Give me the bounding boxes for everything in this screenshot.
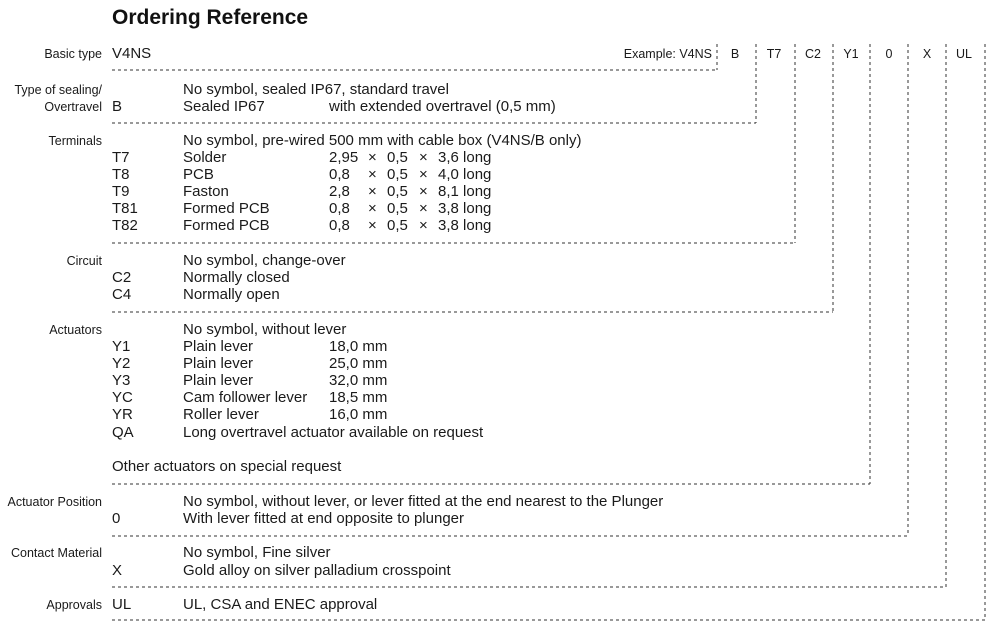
terminal-dim-c: 3,6 long [438,149,492,166]
label-sealing: Type of sealing/ [14,83,102,97]
actuator-note: Other actuators on special request [112,458,342,475]
terminal-dim-c: 3,8 long [438,200,492,217]
example-code-approval: UL [956,47,972,61]
circuit-name: Normally open [183,286,280,303]
example-code-position: 0 [885,47,893,61]
circuit-name: Normally closed [183,269,290,286]
actuator-name: Roller lever [183,406,259,423]
material-default: No symbol, Fine silver [183,544,331,561]
times-sign: × [368,217,377,234]
example-code-material: X [922,47,932,61]
times-sign: × [419,183,428,200]
terminal-code: T82 [112,217,138,234]
terminal-default: No symbol, pre-wired 500 mm with cable box (V4NS/B only) [183,132,582,149]
example-code-circuit: C2 [805,47,821,61]
actuator-name: Long overtravel actuator available on request [183,424,484,441]
times-sign: × [368,183,377,200]
terminal-dim-c: 4,0 long [438,166,492,183]
example-label: Example: V4NS [623,47,712,61]
material-name: Gold alloy on silver palladium crosspoint [183,562,451,579]
material-code: X [112,562,123,579]
label-approvals: Approvals [46,598,102,612]
actuator-code: QA [112,424,134,441]
terminal-dim-c: 3,8 long [438,217,492,234]
approval-name: UL, CSA and ENEC approval [183,596,378,613]
actuator-code: YR [112,406,133,423]
terminal-dim-b: 0,5 [387,217,408,234]
actuator-detail: 18,0 mm [329,338,388,355]
actuator-code: Y2 [112,355,131,372]
example-code-actuator: Y1 [843,47,859,61]
example-code-terminal: T7 [766,47,782,61]
terminal-dim-b: 0,5 [387,183,408,200]
times-sign: × [419,149,428,166]
actuator-name: Plain lever [183,372,254,389]
position-default: No symbol, without lever, or lever fitted at the end nearest to the Plunger [183,493,664,510]
actuator-detail: 16,0 mm [329,406,388,423]
terminal-dim-a: 0,8 [329,200,350,217]
terminal-dim-a: 0,8 [329,166,350,183]
terminal-name: Formed PCB [183,200,270,217]
page-title: Ordering Reference [112,6,309,29]
terminal-dim-c: 8,1 long [438,183,492,200]
sealing-default: No symbol, sealed IP67, standard travel [183,81,449,98]
times-sign: × [419,200,428,217]
actuator-default: No symbol, without lever [183,321,347,338]
terminal-code: T9 [112,183,130,200]
times-sign: × [419,217,428,234]
terminal-name: Faston [183,183,229,200]
terminal-code: T8 [112,166,130,183]
times-sign: × [419,166,428,183]
sealing-detail-b: with extended overtravel (0,5 mm) [329,98,556,115]
actuator-name: Plain lever [183,355,254,372]
actuator-code: Y1 [112,338,131,355]
approval-code: UL [112,596,132,613]
actuator-name: Plain lever [183,338,254,355]
label-terminals: Terminals [48,134,102,148]
terminal-code: T81 [112,200,138,217]
actuator-detail: 32,0 mm [329,372,388,389]
terminal-code: T7 [112,149,130,166]
actuator-name: Cam follower lever [183,389,308,406]
position-code: 0 [112,510,121,527]
times-sign: × [368,200,377,217]
times-sign: × [368,149,377,166]
circuit-code: C4 [112,286,132,303]
label-actuator-position: Actuator Position [7,495,102,509]
circuit-code: C2 [112,269,132,286]
terminal-dim-a: 2,8 [329,183,350,200]
position-name: With lever fitted at end opposite to plunger [183,510,465,527]
label-contact-material: Contact Material [10,546,102,560]
basic-type-value: V4NS [112,45,152,62]
actuator-code: Y3 [112,372,131,389]
label-overtravel: Overtravel [44,100,102,114]
actuator-detail: 18,5 mm [329,389,388,406]
actuator-code: YC [112,389,133,406]
terminal-name: Solder [183,149,227,166]
times-sign: × [368,166,377,183]
terminal-dim-b: 0,5 [387,149,408,166]
sealing-code-b: B [112,98,123,115]
label-circuit: Circuit [66,254,102,268]
circuit-default: No symbol, change-over [183,252,346,269]
terminal-dim-b: 0,5 [387,166,408,183]
terminal-dim-a: 0,8 [329,217,350,234]
terminal-dim-a: 2,95 [329,149,359,166]
terminal-name: Formed PCB [183,217,270,234]
terminal-dim-b: 0,5 [387,200,408,217]
actuator-detail: 25,0 mm [329,355,388,372]
terminal-name: PCB [183,166,214,183]
example-code-sealing: B [730,47,740,61]
label-actuators: Actuators [49,323,102,337]
sealing-name-b: Sealed IP67 [183,98,265,115]
label-basic-type: Basic type [44,47,102,61]
